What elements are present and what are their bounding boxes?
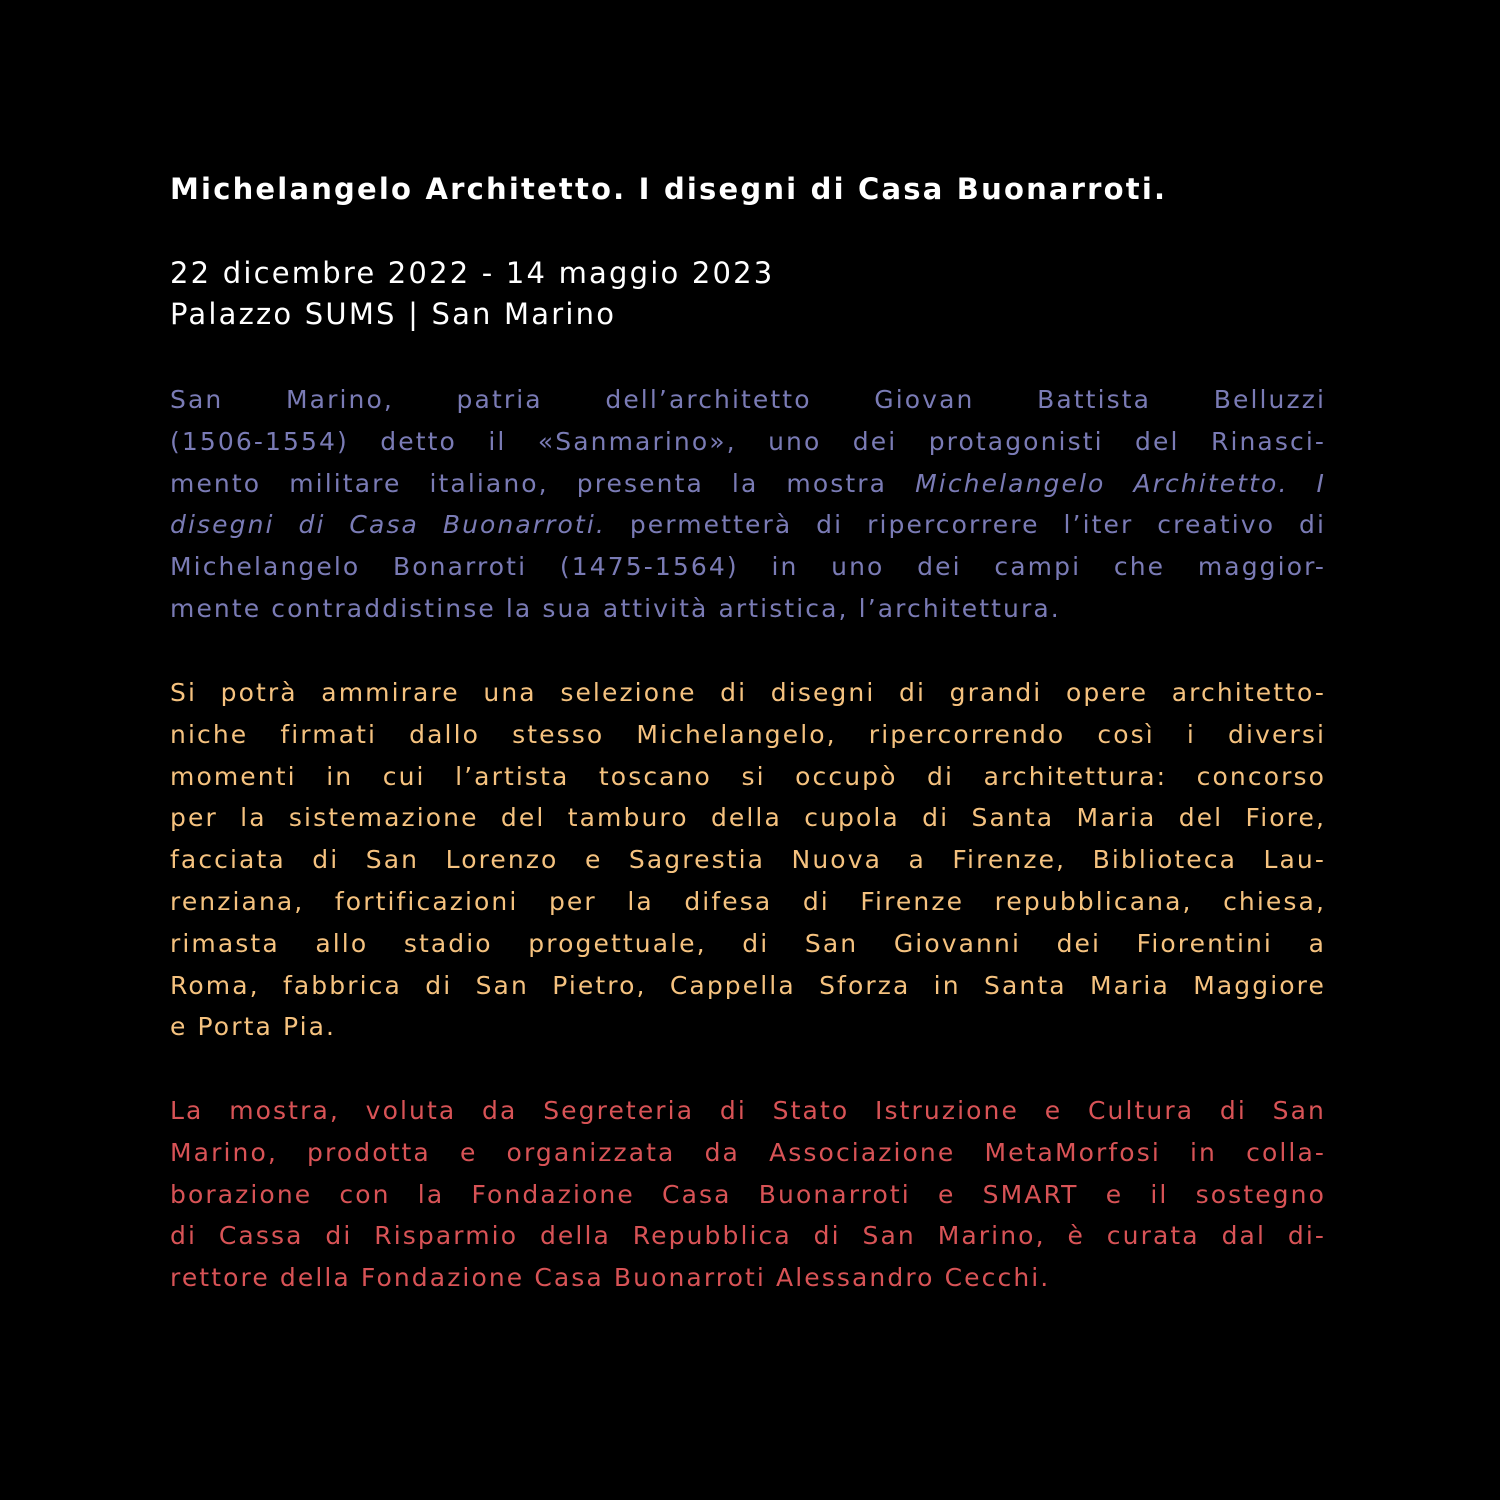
credits-line: di Cassa di Risparmio della Repubblica di San Marino, è curata dal di- bbox=[170, 1221, 1326, 1251]
credits-line: borazione con la Fondazione Casa Buonarroti e SMART e il sostegno bbox=[170, 1179, 1326, 1209]
works-line: momenti in cui l’artista toscano si occupò di architettura: concorso bbox=[170, 761, 1326, 791]
intro-line: (1506-1554) detto il «Sanmarino», uno dei protagonisti del Rinasci- bbox=[170, 426, 1326, 456]
works-line: niche firmati dallo stesso Michelangelo, ripercorrendo così i diversi bbox=[170, 719, 1326, 749]
intro-line: mente contraddistinse la sua attività artistica, l’architettura. bbox=[170, 593, 1061, 623]
credits-line: rettore della Fondazione Casa Buonarroti Alessandro Cecchi. bbox=[170, 1263, 1051, 1293]
works-line: facciata di San Lorenzo e Sagrestia Nuova a Firenze, Biblioteca Lau- bbox=[170, 845, 1326, 875]
intro-line: San Marino, patria dell’architetto Giovan Battista Belluzzi bbox=[170, 385, 1326, 414]
exhibition-title-italic: Michelangelo Architetto. I bbox=[915, 468, 1326, 498]
works-line: rimasta allo stadio progettuale, di San Giovanni dei Fiorentini a bbox=[170, 928, 1326, 958]
works-line: e Porta Pia. bbox=[170, 1012, 337, 1042]
exhibition-dates: 22 dicembre 2022 - 14 maggio 2023 bbox=[170, 256, 775, 290]
exhibition-title-italic: disegni di Casa Buonarroti. bbox=[170, 510, 606, 540]
intro-line bbox=[170, 463, 1326, 505]
intro-text-segment: permetterà di ripercorrere l’iter creativo di bbox=[605, 510, 1326, 540]
credits-line: La mostra, voluta da Segreteria di Stato Istruzione e Cultura di San bbox=[170, 1096, 1326, 1125]
works-line: renziana, fortificazioni per la difesa di Firenze repubblicana, chiesa, bbox=[170, 886, 1326, 916]
works-paragraph bbox=[170, 672, 1326, 1048]
intro-line bbox=[170, 504, 1326, 546]
exhibition-venue: Palazzo SUMS | San Marino bbox=[170, 297, 617, 331]
exhibition-text-panel bbox=[170, 0, 1326, 1500]
exhibition-title: Michelangelo Architetto. I disegni di Casa Buonarroti. bbox=[170, 172, 1168, 206]
works-line: Roma, fabbrica di San Pietro, Cappella Sforza in Santa Maria Maggiore bbox=[170, 970, 1326, 1000]
credits-line: Marino, prodotta e organizzata da Associazione MetaMorfosi in colla- bbox=[170, 1137, 1326, 1167]
works-line: Si potrà ammirare una selezione di disegni di grandi opere architetto- bbox=[170, 678, 1326, 707]
intro-text-segment: mento militare italiano, presenta la mostra bbox=[170, 468, 916, 498]
works-line: per la sistemazione del tamburo della cupola di Santa Maria del Fiore, bbox=[170, 803, 1326, 833]
credits-paragraph bbox=[170, 1090, 1326, 1299]
intro-paragraph bbox=[170, 379, 1326, 630]
intro-line: Michelangelo Bonarroti (1475-1564) in uno dei campi che maggior- bbox=[170, 552, 1326, 582]
